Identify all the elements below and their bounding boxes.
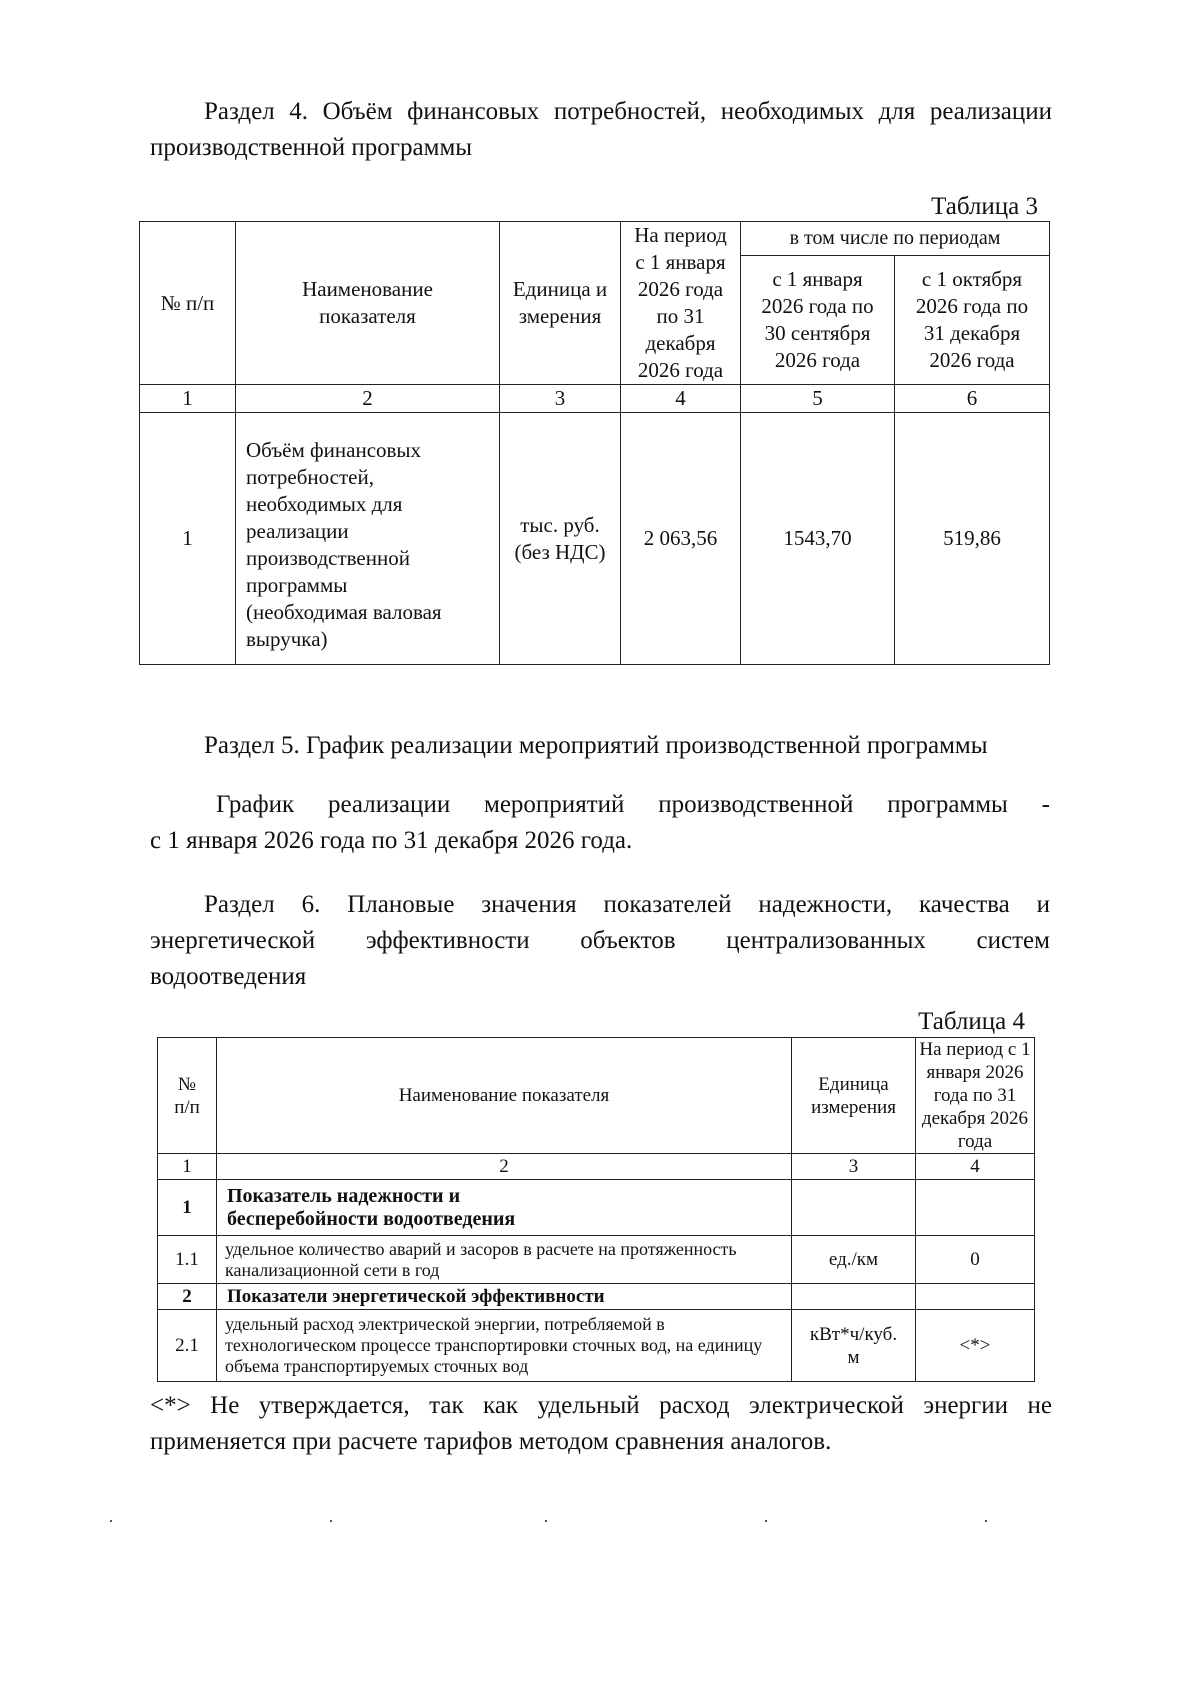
t4-row-unit: кВт*ч/куб. м [792, 1310, 916, 1382]
t4-row-num: 2.1 [158, 1310, 217, 1382]
t4-colnum: 1 [158, 1154, 217, 1180]
t3-colnum: 3 [500, 385, 621, 413]
table3-caption: Таблица 3 [931, 193, 1038, 220]
t3-header-name: Наименование показателя [236, 222, 500, 385]
t4-row-value [916, 1284, 1035, 1310]
t3-colnum: 4 [621, 385, 741, 413]
t4-row-num: 2 [158, 1284, 217, 1310]
t4-row-value: 0 [916, 1236, 1035, 1284]
t3-row-period2: 519,86 [895, 413, 1050, 665]
t3-header-group: в том числе по периодам [741, 222, 1050, 256]
t4-header-num: № п/п [158, 1038, 217, 1154]
t3-colnum: 6 [895, 385, 1050, 413]
t4-row-value: <*> [916, 1310, 1035, 1382]
section5-body: График реализации мероприятий производственной программы - с 1 января 2026 года по 31 декабря 2026 года. [150, 787, 1050, 859]
t3-row-period1: 1543,70 [741, 413, 895, 665]
section5-body-line1: График реализации мероприятий производственной программы - [216, 791, 1050, 818]
footnote: <*> Не утверждается, так как удельный расход электрической энергии не применяется при расчете тарифов методом сравнения аналогов. [150, 1392, 1052, 1455]
t4-row-unit: ед./км [792, 1236, 916, 1284]
scan-dot [330, 1520, 332, 1522]
t4-colnum: 4 [916, 1154, 1035, 1180]
t4-row-value [916, 1180, 1035, 1236]
table4 [157, 1037, 1035, 1382]
t4-row-name: Показатели энергетической эффективности [217, 1284, 792, 1310]
t4-row-name: Показатель надежности и бесперебойности водоотведения [217, 1180, 792, 1236]
t3-colnum: 5 [741, 385, 895, 413]
t3-row-unit: тыс. руб. (без НДС) [500, 413, 621, 665]
t4-header-unit: Единица измерения [792, 1038, 916, 1154]
t4-header-name: Наименование показателя [217, 1038, 792, 1154]
t4-colnum: 3 [792, 1154, 916, 1180]
table4-caption: Таблица 4 [918, 1008, 1025, 1035]
t3-row-num: 1 [140, 413, 236, 665]
t4-row-unit [792, 1284, 916, 1310]
t4-row-name: удельный расход электрической энергии, потребляемой в технологическом процессе транспортировки сточных вод, на единицу объема транспортируемых сточных вод [217, 1310, 792, 1382]
t3-row-total: 2 063,56 [621, 413, 741, 665]
t3-header-num: № п/п [140, 222, 236, 385]
section5-heading: Раздел 5. График реализации мероприятий производственной программы [204, 732, 988, 759]
t3-header-total: На период с 1 января 2026 года по 31 декабря 2026 года [621, 222, 741, 385]
t3-header-period1: с 1 января 2026 года по 30 сентября 2026 года [741, 255, 895, 384]
t3-row-name: Объём финансовых потребностей, необходимых для реализации производственной программы (необходимая валовая выручка) [236, 413, 500, 665]
t4-row-num: 1.1 [158, 1236, 217, 1284]
t3-header-unit: Единица измерения [500, 222, 621, 385]
t4-row-num: 1 [158, 1180, 217, 1236]
t3-colnum: 1 [140, 385, 236, 413]
section6-heading: Раздел 6. Плановые значения показателей надежности, качества и энергетической эффективности объектов централизованных систем водоотведения [150, 891, 1050, 990]
scan-dot [545, 1520, 547, 1522]
table3 [139, 221, 1050, 665]
t4-row-unit [792, 1180, 916, 1236]
scan-dot [985, 1520, 987, 1522]
t4-row-name: удельное количество аварий и засоров в расчете на протяженность канализационной сети в год [217, 1236, 792, 1284]
t3-colnum: 2 [236, 385, 500, 413]
scan-dot [765, 1520, 767, 1522]
scan-dot [110, 1520, 112, 1522]
t4-colnum: 2 [217, 1154, 792, 1180]
section4-heading: Раздел 4. Объём финансовых потребностей, необходимых для реализации производственной программы [150, 98, 1052, 161]
t4-header-period: На период с 1 января 2026 года по 31 декабря 2026 года [916, 1038, 1035, 1154]
t3-header-period2: с 1 октября 2026 года по 31 декабря 2026 года [895, 255, 1050, 384]
